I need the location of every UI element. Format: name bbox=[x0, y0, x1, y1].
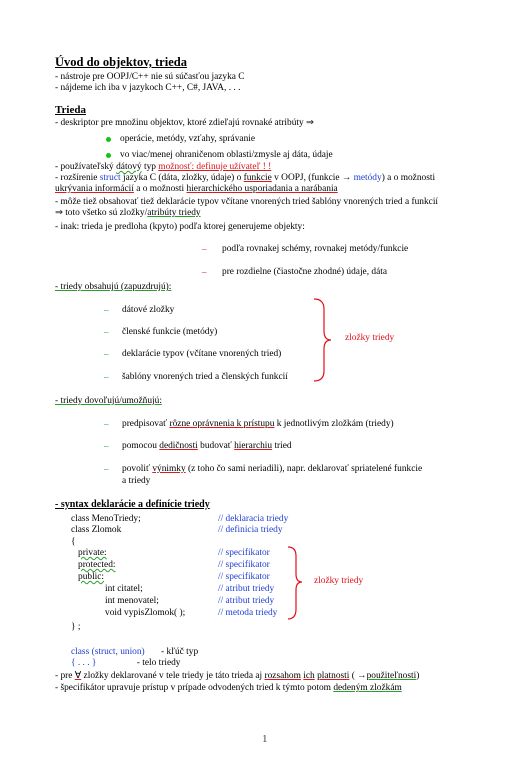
dovoluju-item-1 bbox=[122, 419, 394, 430]
dov-2e: tried bbox=[274, 441, 292, 451]
pre-line bbox=[55, 671, 419, 682]
pre-c: zložky deklarované v tele triedy je táto trieda aj bbox=[81, 671, 263, 681]
zlozky-label-1: zložky triedy bbox=[345, 333, 395, 343]
struct-g: metódy bbox=[353, 173, 382, 183]
struct2-a: ukrývania informácií bbox=[55, 184, 134, 194]
code-line-4: private: bbox=[78, 548, 107, 558]
dash-marker: – bbox=[104, 441, 109, 451]
dovoluju-heading: - triedy dovoľujú/umožňujú: bbox=[55, 396, 162, 406]
dov-2a: pomocou bbox=[122, 441, 157, 451]
pre-g: ( → bbox=[351, 671, 367, 681]
body-a: { . . . } bbox=[71, 658, 97, 668]
code-line-9: void vypisZlomok( ); bbox=[105, 608, 186, 618]
dash-marker: – bbox=[104, 464, 109, 474]
body-line bbox=[71, 658, 181, 669]
code-line-6: public: bbox=[78, 572, 105, 582]
comment-2: // definicia triedy bbox=[218, 525, 283, 535]
spec-b: dedeným zložkám bbox=[333, 683, 402, 693]
dovoluju-item-3 bbox=[122, 464, 422, 475]
inak-item-2: pre rozdielne (čiastočne zhodné) údaje, dáta bbox=[222, 267, 388, 277]
user-type-d: možnosť: definuje užívateľ ! ! bbox=[158, 162, 272, 172]
dov-1c: k jednotlivým zložkám (triedy) bbox=[276, 419, 394, 429]
code-line-1: class MenoTriedy; bbox=[71, 514, 141, 524]
dov-2d: hierarchiu bbox=[234, 441, 273, 451]
keyword-b: - kľúč typ bbox=[161, 647, 199, 657]
user-type-a: - používateľský bbox=[55, 162, 114, 172]
spec-line bbox=[55, 683, 402, 694]
struct-e: v OOPJ, (funkcie bbox=[274, 173, 340, 183]
dovoluju-item-3-cont: a triedy bbox=[122, 476, 151, 486]
obsahuju-item-3: deklarácie typov (včítane vnorených tried) bbox=[122, 349, 282, 359]
dash-marker: – bbox=[104, 349, 109, 359]
code-line-2: class Zlomok bbox=[71, 525, 122, 535]
arrow-icon: → bbox=[341, 173, 352, 183]
bullet-dot-1 bbox=[106, 137, 111, 142]
code-line-8: int menovatel; bbox=[105, 596, 159, 606]
inak-item-1: podľa rovnakej schémy, rovnakej metódy/funkcie bbox=[222, 244, 409, 254]
body-b: - telo triedy bbox=[136, 658, 181, 668]
struct-c: jazyka C (dáta, zložky, údaje) o bbox=[122, 173, 242, 183]
right-brace-icon bbox=[312, 297, 332, 383]
code-line-7: int citatel; bbox=[105, 584, 143, 594]
pre-f: platnosti bbox=[317, 671, 350, 681]
struct-line bbox=[55, 173, 435, 184]
trieda-bullet-1: operácie, metódy, vzťahy, správanie bbox=[120, 134, 256, 144]
struct-h: ) a o možnosti bbox=[381, 173, 436, 183]
inak-line: - inak: trieda je predloha (kpyto) podľa ktorej generujeme objekty: bbox=[55, 222, 305, 232]
struct-a: - rozšírenie bbox=[55, 173, 98, 183]
bullet-dot-2 bbox=[106, 153, 111, 158]
dash-marker: – bbox=[104, 372, 109, 382]
obsahuju-item-2: členské funkcie (metódy) bbox=[122, 327, 218, 337]
pre-i: ) bbox=[416, 671, 420, 681]
comment-9: // metoda triedy bbox=[218, 608, 278, 618]
syntax-heading: - syntax deklarácie a definície triedy bbox=[55, 499, 210, 510]
dov-2b: dedičnosti bbox=[159, 441, 198, 451]
struct-b: struct bbox=[99, 173, 121, 183]
trieda-desc-text: - deskriptor pre množinu objektov, ktoré zdieľajú rovnaké atribúty bbox=[55, 118, 304, 128]
dov-3b: výnimky bbox=[152, 464, 186, 474]
pre-a: - pre bbox=[55, 671, 73, 681]
zlozky-label-2: zložky triedy bbox=[314, 576, 364, 586]
obsahuju-item-1: dátové zložky bbox=[122, 305, 175, 315]
spec-a: - špecifikátor upravuje prístup v prípade odvodených tried k týmto potom bbox=[55, 683, 331, 693]
user-type-line bbox=[55, 162, 271, 173]
pre-d: rozsahom bbox=[264, 671, 301, 681]
page-title: Úvod do objektov, trieda bbox=[55, 55, 187, 69]
dash-marker: – bbox=[104, 327, 109, 337]
code-line-5: protected: bbox=[78, 560, 116, 570]
dov-3c: (z toho čo sami neriadili), napr. deklarovať spriatelené funkcie bbox=[188, 464, 423, 474]
intro-line-2: - nájdeme ich iba v jazykoch C++, C#, JAVA, . . . bbox=[55, 83, 241, 93]
dov-1b: rôzne oprávnenia k prístupu bbox=[169, 419, 275, 429]
struct2-c: hierarchického usporiadania a narábania bbox=[186, 184, 338, 194]
dov-2c: budovať bbox=[200, 441, 232, 451]
comment-5: // specifikator bbox=[218, 560, 270, 570]
dash-marker: – bbox=[104, 305, 109, 315]
nested2-a: ⇒ toto všetko sú zložky/ bbox=[55, 208, 148, 218]
dovoluju-item-2 bbox=[122, 441, 292, 452]
obsahuju-item-4: šablóny vnorených tried a členských funkcií bbox=[122, 372, 288, 382]
dov-3a: povoliť bbox=[122, 464, 150, 474]
struct2-b: a o možnosti bbox=[133, 184, 185, 194]
page-number: 1 bbox=[262, 733, 268, 745]
user-type-b: dátový bbox=[116, 162, 142, 172]
code-line-3: { bbox=[71, 537, 76, 547]
dash-marker: – bbox=[202, 244, 207, 254]
intro-line-1: - nástroje pre OOPJ/C++ nie sú súčasťou jazyka C bbox=[55, 72, 245, 82]
forall-icon: ∀ bbox=[74, 671, 82, 681]
trieda-heading: Trieda bbox=[55, 104, 86, 116]
obsahuju-heading: - triedy obsahujú (zapuzdrujú): bbox=[55, 282, 172, 292]
right-brace-icon bbox=[286, 545, 304, 621]
trieda-desc bbox=[55, 118, 314, 129]
nested-line-2 bbox=[55, 208, 201, 219]
trieda-bullet-2: vo viac/menej ohraničenom oblasti/zmysle aj dáta, údaje bbox=[120, 150, 333, 160]
pre-e: ich bbox=[303, 671, 315, 681]
nested-line-1: - môže tiež obsahovať tiež deklarácie typov včítane vnorených tried šablóny vnorených tried a funkcií bbox=[55, 197, 439, 207]
code-line-10: } ; bbox=[71, 622, 81, 632]
pre-h: použiteľnosti bbox=[366, 671, 417, 681]
keyword-line bbox=[71, 647, 198, 658]
user-type-c: typ bbox=[143, 162, 156, 172]
comment-4: // specifikator bbox=[218, 548, 270, 558]
dash-marker: – bbox=[202, 267, 207, 277]
comment-7: // atribut triedy bbox=[218, 584, 275, 594]
comment-6: // specifikator bbox=[218, 572, 270, 582]
comment-8: // atribut triedy bbox=[218, 596, 275, 606]
double-arrow-icon: ⇒ bbox=[306, 118, 314, 128]
struct-d: funkcie bbox=[243, 173, 272, 183]
dov-1a: predpisovať bbox=[122, 419, 168, 429]
comment-1: // deklaracia triedy bbox=[218, 514, 289, 524]
keyword-a: class (struct, union) bbox=[71, 647, 145, 657]
struct-line-2 bbox=[55, 184, 338, 195]
nested2-b: atribúty triedy bbox=[147, 208, 201, 218]
dash-marker: – bbox=[104, 419, 109, 429]
